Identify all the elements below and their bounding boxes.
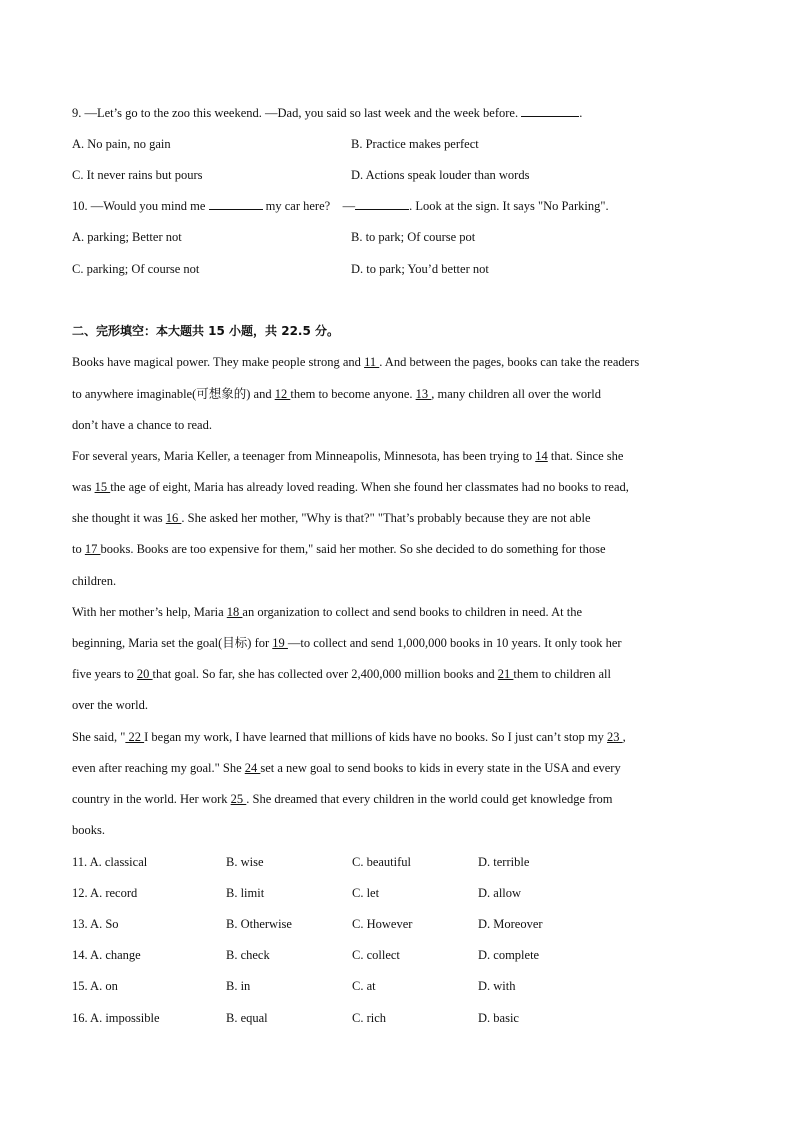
q9-option-d: D. Actions speak louder than words: [351, 168, 530, 182]
question-10-stem: [72, 198, 609, 214]
passage-line: [72, 417, 212, 433]
choice-15-c: C. at: [352, 979, 376, 993]
passage-text: books.: [72, 823, 105, 837]
passage-line: [72, 448, 623, 464]
q9-option-c: C. It never rains but pours: [72, 168, 203, 182]
choice-16-b: B. equal: [226, 1011, 268, 1025]
passage-text: children.: [72, 574, 117, 588]
passage-line: [72, 510, 591, 526]
blank-17: 17: [84, 542, 101, 556]
passage-text: She said, ": [72, 730, 126, 744]
passage-text: was: [72, 480, 95, 494]
choice-13-c: C. However: [352, 917, 413, 931]
passage-text: I began my work, I have learned that millions of kids have no books. So I just can’t stop my: [144, 730, 608, 744]
passage-text: books. Books are too expensive for them," said her mother. So she decided to do something for those: [100, 542, 606, 556]
passage-line: [72, 479, 629, 495]
choice-12-a: 12. A. record: [72, 886, 138, 900]
blank-25: 25: [230, 792, 247, 806]
passage-text: that goal. So far, she has collected over 2,400,000 million books and: [152, 667, 498, 681]
passage-line: [72, 697, 148, 713]
passage-line: [72, 729, 626, 745]
choice-11-d: D. terrible: [478, 855, 530, 869]
passage-line: [72, 386, 601, 402]
passage-line: [72, 354, 639, 370]
passage-text: ,: [622, 730, 626, 744]
choice-13-d: D. Moreover: [478, 917, 543, 931]
question-10-part1: 10. —Would you mind me: [72, 199, 206, 213]
passage-text: an organization to collect and send books to children in need. At the: [242, 605, 583, 619]
blank-21: 21: [497, 667, 514, 681]
question-10-part3: . Look at the sign. It says "No Parking".: [409, 199, 609, 213]
passage-text: five years to: [72, 667, 137, 681]
choice-14-a: 14. A. change: [72, 948, 141, 962]
passage-text: For several years, Maria Keller, a teenager from Minneapolis, Minnesota, has been trying to: [72, 449, 536, 463]
choice-16-a: 16. A. impossible: [72, 1011, 160, 1025]
passage-line: [72, 541, 606, 557]
passage-text: Books have magical power. They make people strong and: [72, 355, 365, 369]
choice-14-b: B. check: [226, 948, 270, 962]
passage-line: [72, 573, 116, 589]
blank-20: 20: [136, 667, 153, 681]
q10-option-c: C. parking; Of course not: [72, 262, 200, 276]
choice-14-d: D. complete: [478, 948, 540, 962]
passage-text: set a new goal to send books to kids in every state in the USA and every: [260, 761, 621, 775]
passage-text: that. Since she: [547, 449, 624, 463]
q10-option-d: D. to park; You’d better not: [351, 262, 489, 276]
choice-15-b: B. in: [226, 979, 251, 993]
choice-13-b: B. Otherwise: [226, 917, 292, 931]
blank-12: 12: [274, 387, 291, 401]
answer-blank: [209, 198, 263, 210]
blank-13: 13: [415, 387, 432, 401]
passage-line: [72, 635, 622, 651]
blank-19: 19: [272, 636, 288, 650]
passage-text: them to children all: [513, 667, 611, 681]
passage-text: she thought it was: [72, 511, 166, 525]
passage-text: country in the world. Her work: [72, 792, 231, 806]
answer-blank: [355, 198, 409, 210]
q9-option-a: A. No pain, no gain: [72, 137, 171, 151]
passage-text: , many children all over the world: [431, 387, 602, 401]
blank-15: 15: [94, 480, 111, 494]
q10-option-a: A. parking; Better not: [72, 230, 182, 244]
blank-11: 11: [364, 355, 380, 369]
choice-16-d: D. basic: [478, 1011, 519, 1025]
passage-text: . And between the pages, books can take the readers: [379, 355, 640, 369]
choice-13-a: 13. A. So: [72, 917, 119, 931]
choice-12-b: B. limit: [226, 886, 265, 900]
blank-18: 18: [226, 605, 243, 619]
passage-text: With her mother’s help, Maria: [72, 605, 227, 619]
passage-text: . She asked her mother, "Why is that?" "That’s probably because they are not able: [181, 511, 591, 525]
passage-text: beginning, Maria set the goal(目标) for: [72, 636, 273, 650]
passage-text: to: [72, 542, 85, 556]
question-10-part2: my car here? —: [265, 199, 356, 213]
choice-11-a: 11. A. classical: [72, 855, 148, 869]
blank-14: 14: [535, 449, 548, 463]
choice-11-b: B. wise: [226, 855, 264, 869]
choice-12-d: D. allow: [478, 886, 522, 900]
passage-text: over the world.: [72, 698, 149, 712]
q10-option-b: B. to park; Of course pot: [351, 230, 476, 244]
passage-line: [72, 822, 105, 838]
choice-14-c: C. collect: [352, 948, 400, 962]
question-9-end: .: [579, 106, 583, 120]
passage-line: [72, 760, 621, 776]
passage-text: even after reaching my goal." She: [72, 761, 245, 775]
blank-16: 16: [165, 511, 182, 525]
choice-11-c: C. beautiful: [352, 855, 412, 869]
choice-15-d: D. with: [478, 979, 516, 993]
passage-text: the age of eight, Maria has already loved reading. When she found her classmates had no books to read,: [110, 480, 629, 494]
choice-16-c: C. rich: [352, 1011, 387, 1025]
passage-text: don’t have a chance to read.: [72, 418, 212, 432]
passage-line: [72, 604, 582, 620]
passage-text: to anywhere imaginable(可想象的) and: [72, 387, 275, 401]
section-heading: 二、完形填空：本大题共 15 小题，共 22.5 分。: [72, 324, 340, 338]
choice-12-c: C. let: [352, 886, 380, 900]
passage-line: [72, 791, 613, 807]
question-9-stem: [72, 105, 582, 121]
blank-22: 22: [125, 730, 145, 744]
passage-text: them to become anyone.: [290, 387, 416, 401]
choice-15-a: 15. A. on: [72, 979, 118, 993]
q9-option-b: B. Practice makes perfect: [351, 137, 479, 151]
answer-blank: [521, 105, 579, 117]
passage-text: —to collect and send 1,000,000 books in 10 years. It only took her: [287, 636, 622, 650]
passage-text: . She dreamed that every children in the world could get knowledge from: [246, 792, 613, 806]
question-9-text: 9. —Let’s go to the zoo this weekend. —Dad, you said so last week and the week before.: [72, 106, 519, 120]
blank-23: 23: [607, 730, 623, 744]
passage-line: [72, 666, 611, 682]
blank-24: 24: [244, 761, 261, 775]
